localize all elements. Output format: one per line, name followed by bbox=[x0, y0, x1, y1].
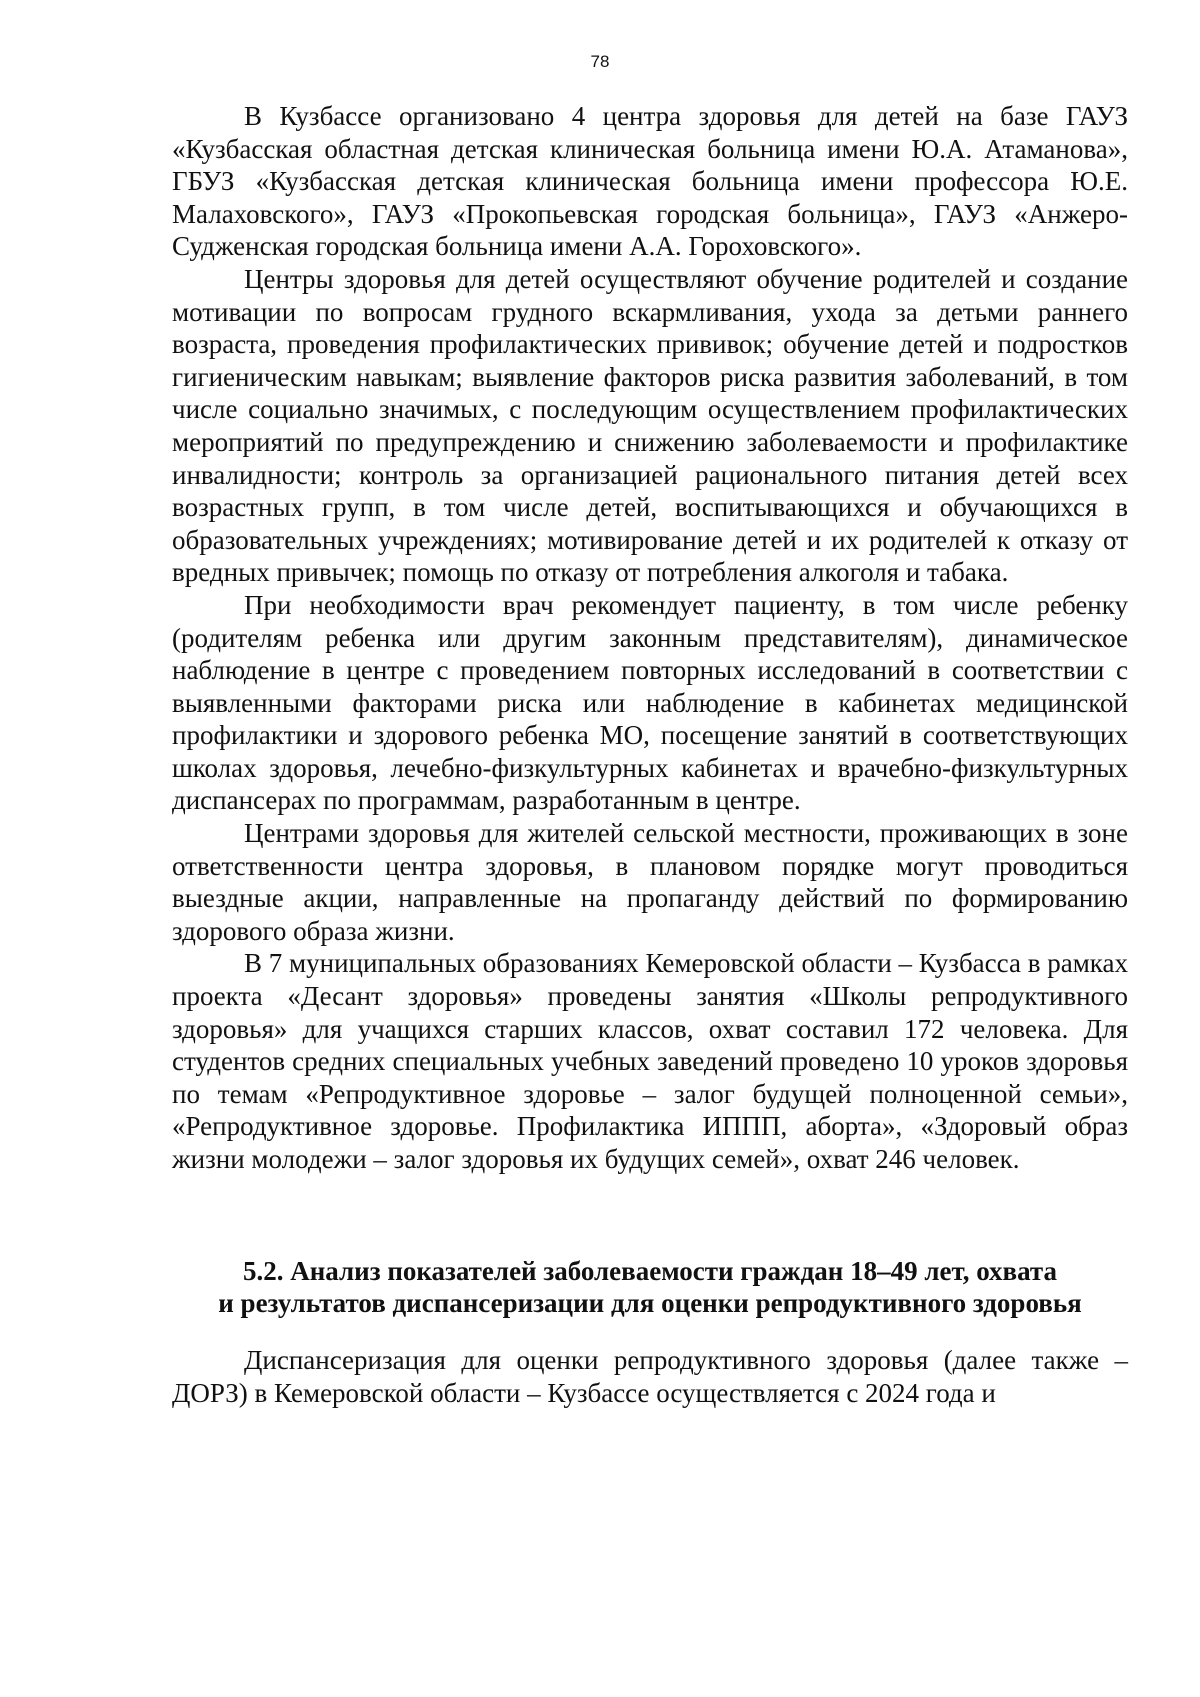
paragraph-health-landing: В 7 муниципальных образованиях Кемеровской области – Кузбасса в рамках проекта «Десант здоровья» проведены занятия «Школы репродуктивного здоровья» для учащихся старших классов, охват составил 172 человека. Для студентов средних специальных учебных заведений проведено 10 уроков здоровья по темам «Репродуктивное здоровье – залог будущей полноценной семьи», «Репродуктивное здоровье. Профилактика ИППП, аборта», «Здоровый образ жизни молодежи – залог здоровья их будущих семей», охват 246 человек. bbox=[172, 948, 1128, 1174]
paragraph-rural-actions: Центрами здоровья для жителей сельской местности, проживающих в зоне ответственности центра здоровья, в плановом порядке могут проводиться выездные акции, направленные на пропаганду действий по формированию здорового образа жизни. bbox=[172, 818, 1128, 946]
section-heading bbox=[140, 1255, 1160, 1319]
paragraph-health-centers: В Кузбассе организовано 4 центра здоровья для детей на базе ГАУЗ «Кузбасская областная детская клиническая больница имени Ю.А. Атаманова», ГБУЗ «Кузбасская детская клиническая больница имени профессора Ю.Е. Малаховского», ГАУЗ «Прокопьевская городская больница», ГАУЗ «Анжеро-Судженская городская больница имени А.А. Гороховского». bbox=[172, 101, 1128, 262]
body-text-top bbox=[172, 100, 1128, 1176]
page-number: 78 bbox=[590, 52, 610, 71]
section-heading-line-1: 5.2. Анализ показателей заболеваемости граждан 18–49 лет, охвата bbox=[242, 1256, 1058, 1286]
section-heading-line-2: и результатов диспансеризации для оценки репродуктивного здоровья bbox=[218, 1288, 1082, 1318]
body-text-bottom bbox=[172, 1344, 1128, 1409]
paragraph-doctor-recommendation: При необходимости врач рекомендует пациенту, в том числе ребенку (родителям ребенка или другим законным представителям), динамическое наблюдение в центре с проведением повторных исследований в соответствии с выявленными факторами риска или наблюдение в кабинетах медицинской профилактики и здорового ребенка МО, посещение занятий в соответствующих школах здоровья, лечебно-физкультурных кабинетах и врачебно-физкультурных диспансерах по программам, разработанным в центре. bbox=[172, 589, 1128, 816]
paragraph-centers-activities: Центры здоровья для детей осуществляют обучение родителей и создание мотивации по вопросам грудного вскармливания, ухода за детьми раннего возраста, проведения профилактических прививок; обучение детей и подростков гигиеническим навыкам; выявление факторов риска развития заболеваний, в том числе социально значимых, с последующим осуществлением профилактических мероприятий по предупреждению и снижению заболеваемости и профилактике инвалидности; контроль за организацией рационального питания детей всех возрастных групп, в том числе детей, воспитывающихся и обучающихся в образовательных учреждениях; мотивирование детей и их родителей к отказу от вредных привычек; помощь по отказу от потребления алкоголя и табака. bbox=[172, 263, 1128, 588]
paragraph-dorz: Диспансеризация для оценки репродуктивного здоровья (далее также – ДОРЗ) в Кемеровской области – Кузбассе осуществляется с 2024 года и bbox=[172, 1345, 1128, 1408]
